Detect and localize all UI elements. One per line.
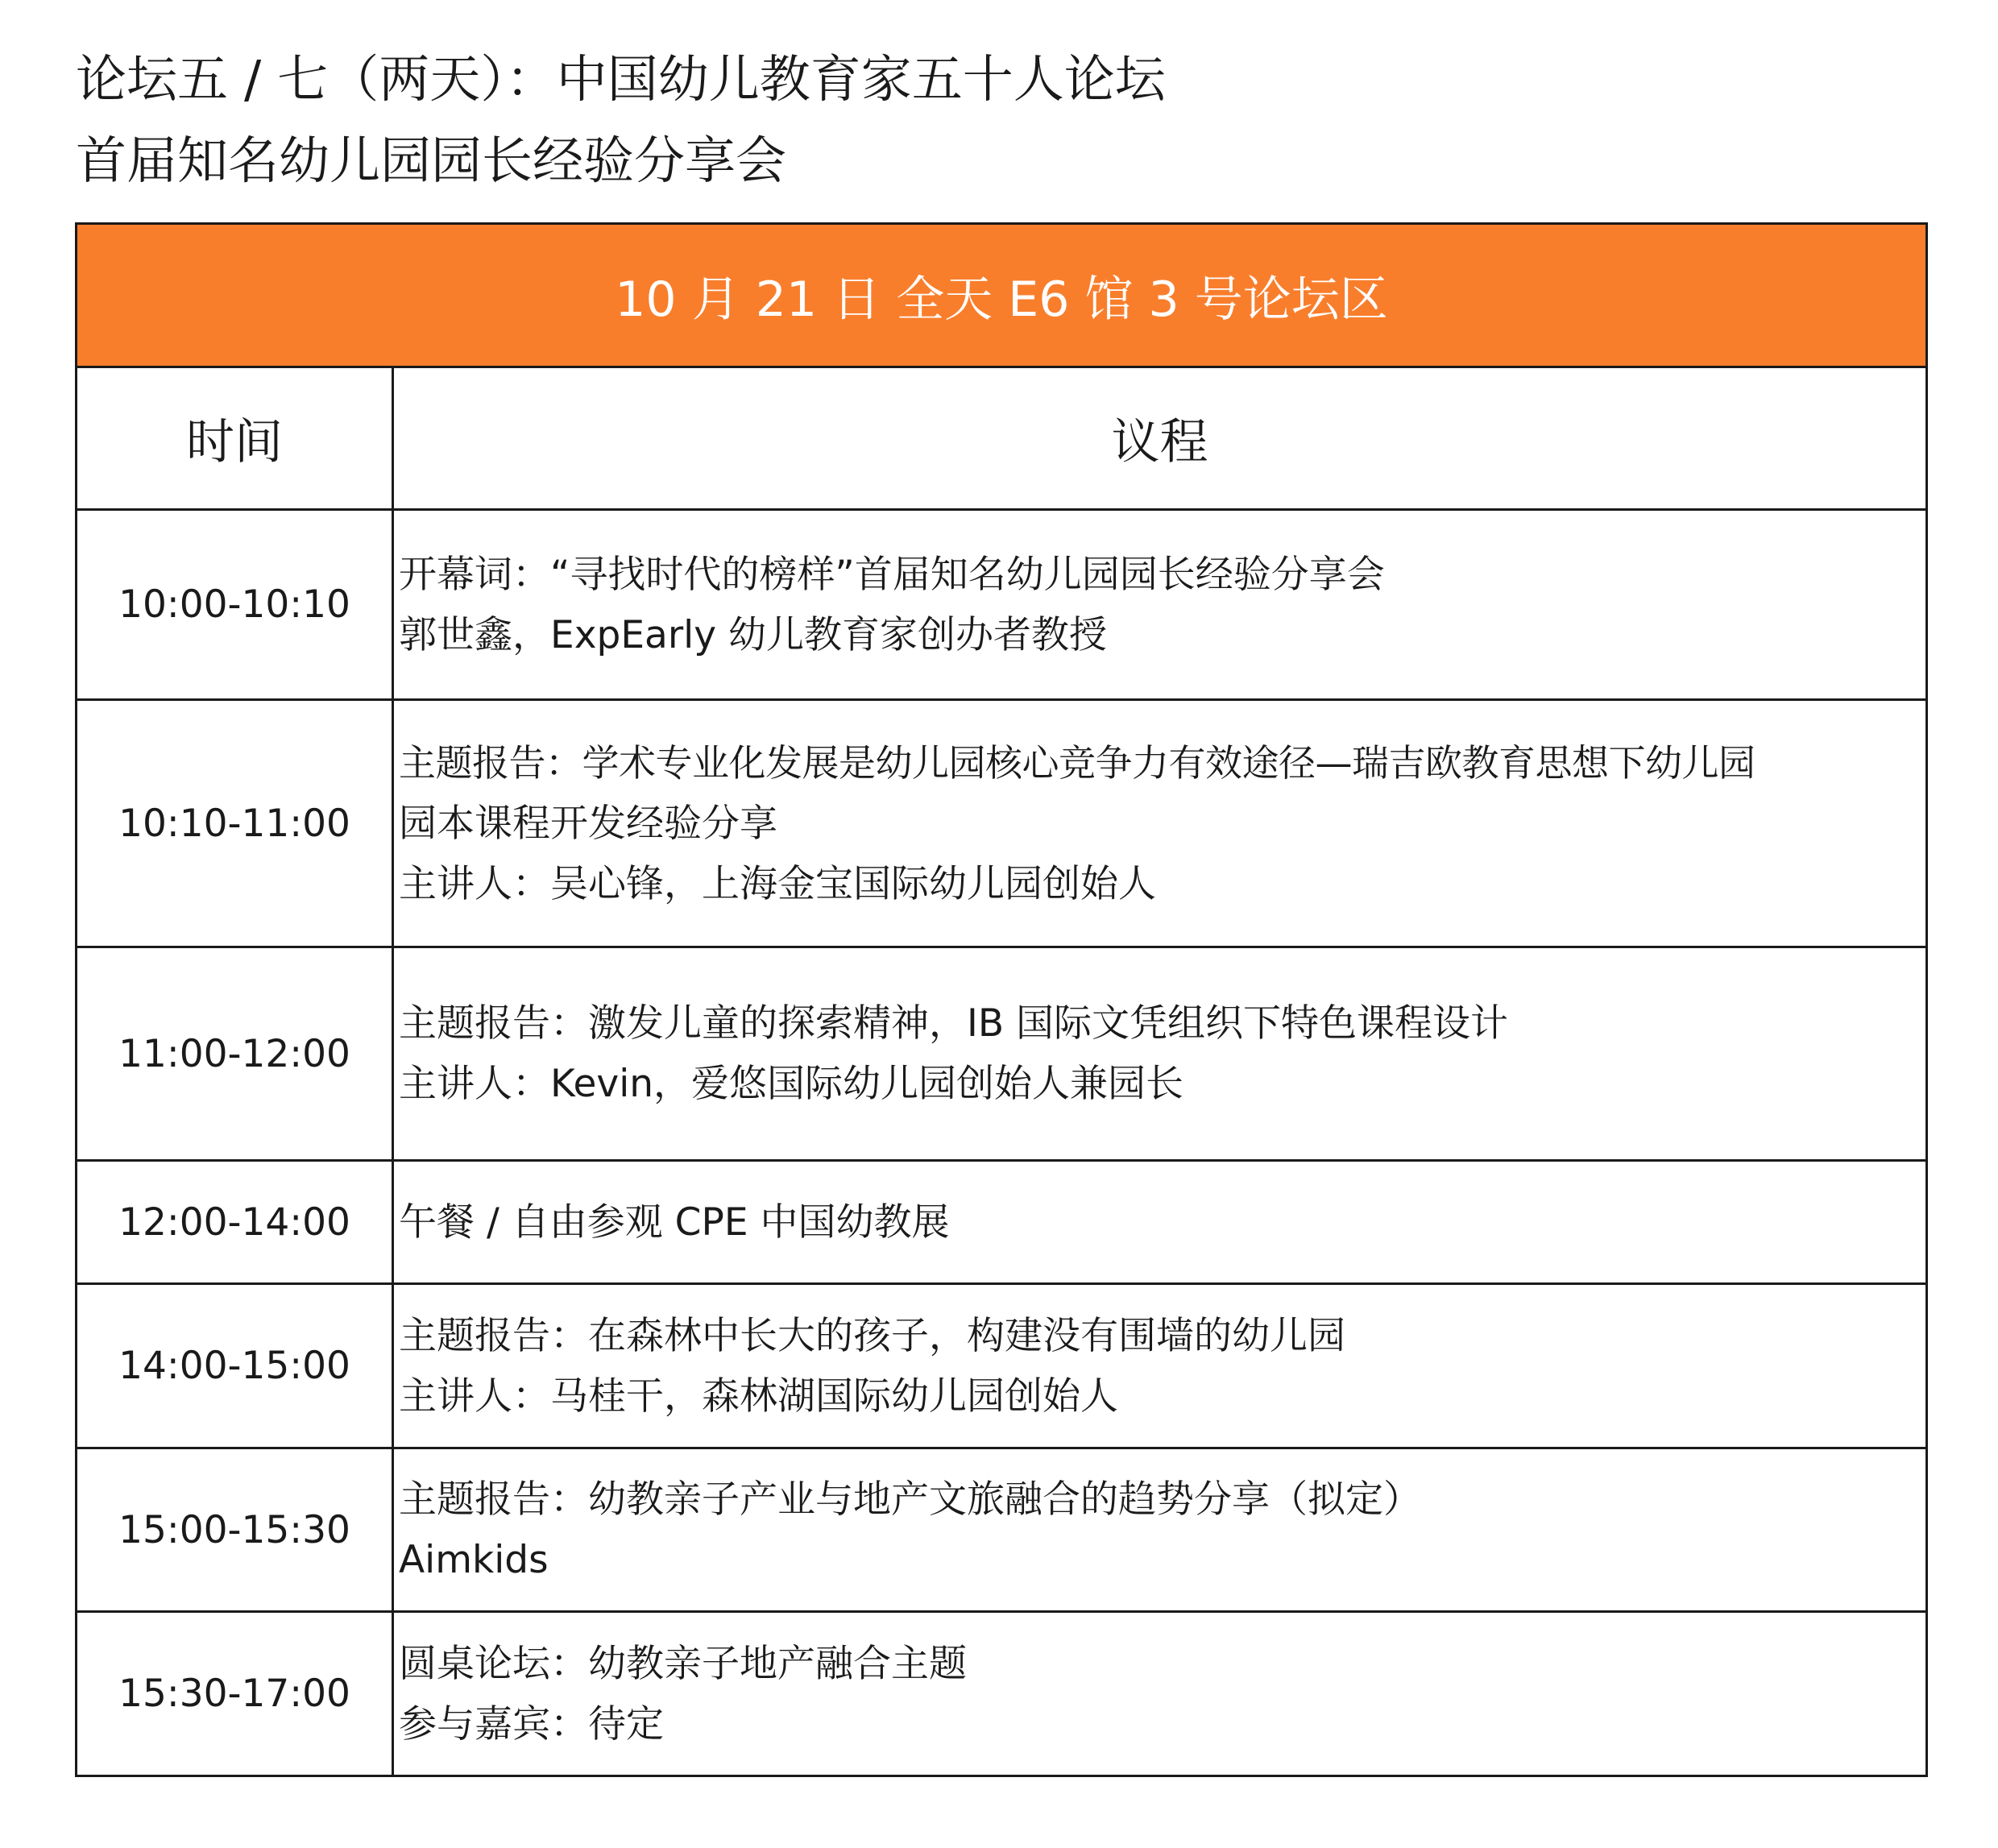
date-venue-banner: 10 月 21 日 全天 E6 馆 3 号论坛区 <box>77 224 1927 367</box>
table-row <box>77 947 1927 1161</box>
table-row <box>77 1448 1927 1612</box>
agenda-cell <box>393 510 1927 700</box>
table-row <box>77 510 1927 700</box>
agenda-line: 主题报告：激发儿童的探索精神，IB 国际文凭组织下特色课程设计 <box>399 1001 1509 1046</box>
agenda-line: 参与嘉宾：待定 <box>399 1701 664 1746</box>
table-row <box>77 1161 1927 1284</box>
agenda-line: 郭世鑫，ExpEarly 幼儿教育家创办者教授 <box>399 612 1107 657</box>
time-cell: 11:00-12:00 <box>77 947 393 1161</box>
agenda-cell <box>393 1161 1927 1284</box>
agenda-line: 午餐 / 自由参观 CPE 中国幼教展 <box>399 1200 950 1245</box>
agenda-line: 主讲人：吴心锋，上海金宝国际幼儿园创始人 <box>399 861 1156 906</box>
title-line-1: 论坛五 / 七（两天）：中国幼儿教育家五十人论坛 <box>76 50 1166 109</box>
time-cell: 10:10-11:00 <box>77 700 393 947</box>
title-line-2: 首届知名幼儿园园长经验分享会 <box>76 131 786 190</box>
agenda-line: 主讲人：马桂干，森林湖国际幼儿园创始人 <box>399 1374 1118 1419</box>
header-time: 时间 <box>77 367 393 510</box>
banner-row <box>77 224 1927 367</box>
agenda-cell <box>393 700 1927 947</box>
agenda-table <box>75 222 1928 1777</box>
agenda-cell <box>393 1448 1927 1612</box>
table-row <box>77 700 1927 947</box>
time-cell: 15:00-15:30 <box>77 1448 393 1612</box>
agenda-line: 开幕词：“寻找时代的榜样”首届知名幼儿园园长经验分享会 <box>399 552 1385 597</box>
agenda-cell <box>393 1612 1927 1776</box>
header-agenda: 议程 <box>393 367 1927 510</box>
time-cell: 12:00-14:00 <box>77 1161 393 1284</box>
agenda-line: 主题报告：在森林中长大的孩子，构建没有围墙的幼儿园 <box>399 1313 1345 1358</box>
agenda-cell <box>393 1284 1927 1448</box>
table-row <box>77 1284 1927 1448</box>
agenda-line: 主题报告：学术专业化发展是幼儿园核心竞争力有效途径—瑞吉欧教育思想下幼儿园 <box>399 740 1756 785</box>
agenda-line: Aimkids <box>399 1538 549 1582</box>
time-cell: 10:00-10:10 <box>77 510 393 700</box>
agenda-line: 主题报告：幼教亲子产业与地产文旅融合的趋势分享（拟定） <box>399 1477 1421 1522</box>
agenda-cell <box>393 947 1927 1161</box>
agenda-line: 圆桌论坛：幼教亲子地产融合主题 <box>399 1641 967 1686</box>
time-cell: 15:30-17:00 <box>77 1612 393 1776</box>
agenda-line: 园本课程开发经验分享 <box>399 801 777 846</box>
agenda-line: 主讲人：Kevin，爱悠国际幼儿园创始人兼园长 <box>399 1062 1184 1106</box>
header-row <box>77 367 1927 510</box>
page-title <box>76 39 1929 201</box>
time-cell: 14:00-15:00 <box>77 1284 393 1448</box>
table-row <box>77 1612 1927 1776</box>
